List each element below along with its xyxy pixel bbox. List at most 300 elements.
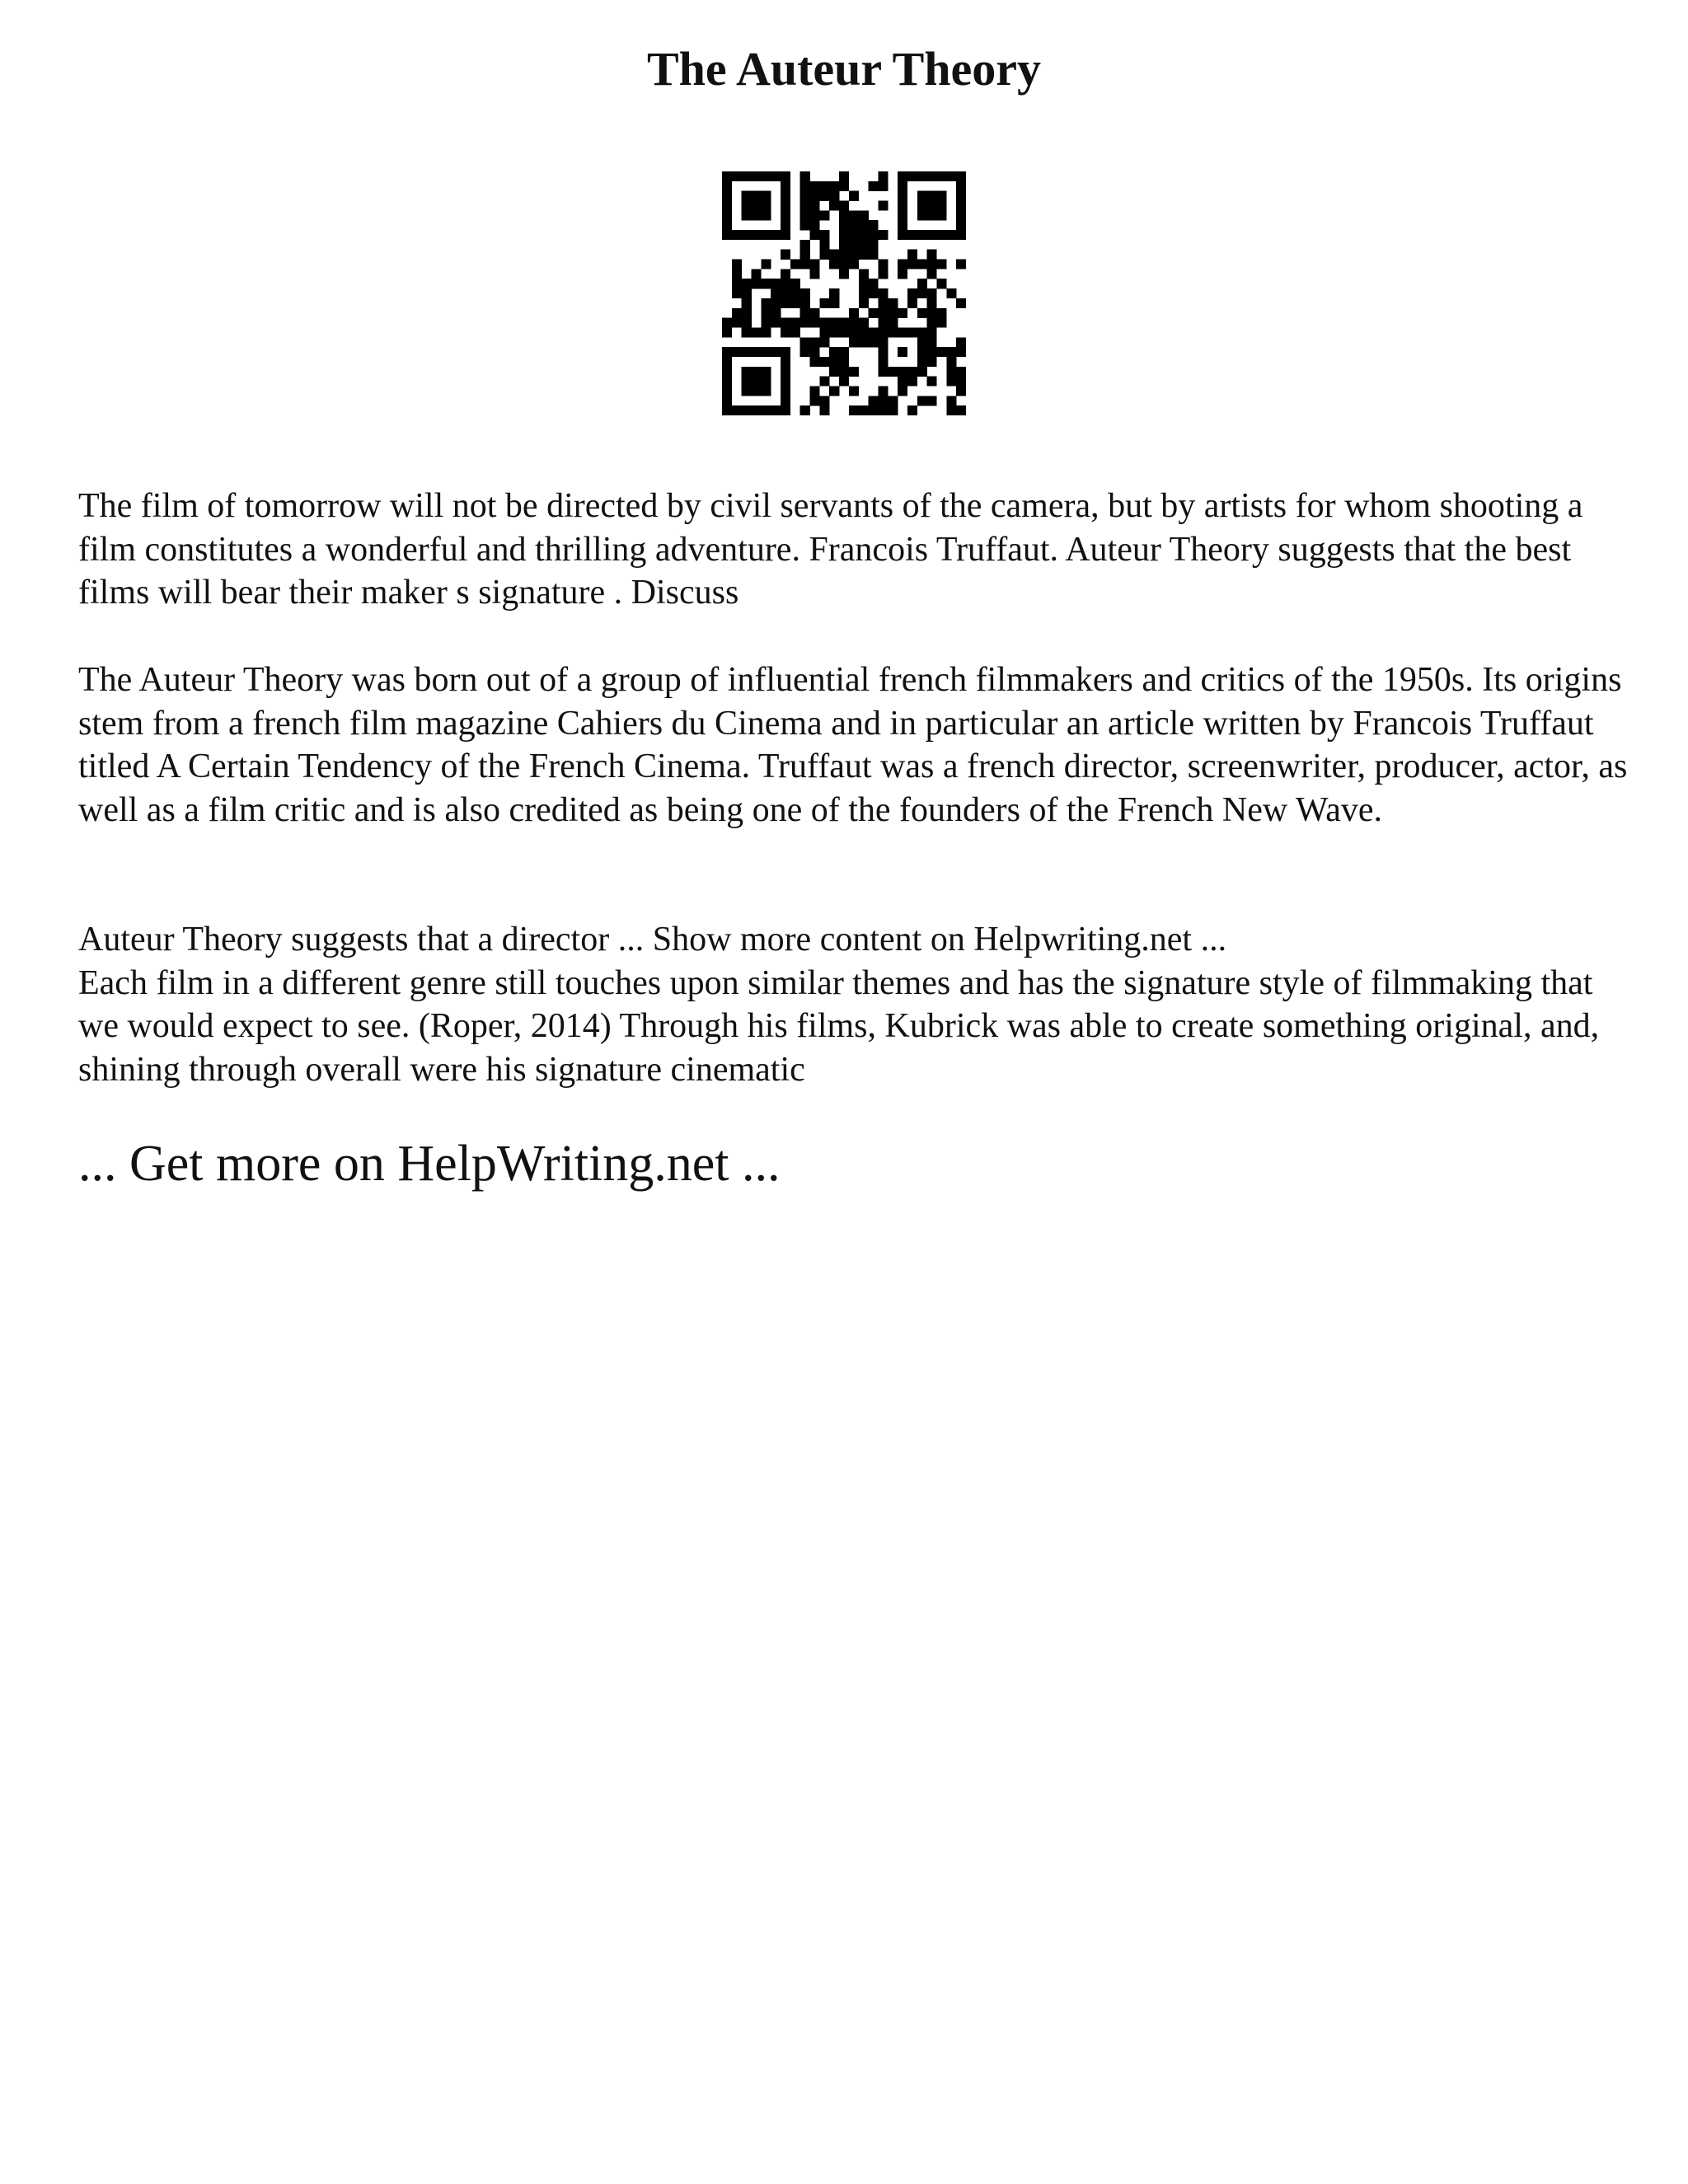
qr-module — [917, 396, 927, 405]
qr-module — [907, 377, 917, 387]
qr-module — [781, 405, 790, 415]
qr-module — [946, 396, 956, 405]
qr-module — [917, 347, 927, 357]
qr-code-graphic — [722, 171, 966, 415]
qr-module — [839, 269, 849, 279]
qr-module — [878, 181, 888, 191]
qr-module — [917, 201, 927, 211]
qr-module — [722, 191, 732, 201]
qr-module — [722, 327, 732, 337]
qr-module — [956, 405, 966, 415]
qr-module — [927, 171, 937, 181]
qr-module — [839, 230, 849, 240]
qr-module — [956, 181, 966, 191]
qr-module — [849, 191, 859, 201]
qr-module — [819, 210, 829, 220]
qr-module — [742, 210, 752, 220]
qr-module — [829, 201, 839, 211]
qr-module — [839, 240, 849, 250]
qr-module — [781, 171, 790, 181]
qr-module — [888, 327, 898, 337]
qr-module — [722, 220, 732, 230]
paragraph-kubrick: Each film in a different genre still touches upon similar themes and has the signature style of filmmaking that we would expect to see. (Roper, 2014) Through his films, Kubrick was able to create something original, and, shining through overall were his signature cinematic — [78, 963, 1600, 1089]
qr-module — [878, 396, 888, 405]
qr-module — [752, 201, 762, 211]
qr-module — [839, 201, 849, 211]
qr-module — [752, 269, 762, 279]
qr-module — [849, 337, 859, 347]
qr-module — [956, 201, 966, 211]
qr-module — [800, 181, 810, 191]
qr-module — [810, 347, 820, 357]
qr-module — [742, 279, 752, 288]
qr-module — [810, 337, 820, 347]
qr-module — [800, 220, 810, 230]
qr-module — [722, 347, 732, 357]
qr-module — [781, 347, 790, 357]
qr-module — [761, 298, 771, 308]
qr-module — [771, 318, 781, 328]
qr-module — [839, 367, 849, 377]
qr-module — [839, 260, 849, 269]
qr-module — [722, 171, 732, 181]
qr-module — [839, 250, 849, 260]
qr-module — [849, 327, 859, 337]
qr-module — [829, 318, 839, 328]
qr-module — [781, 220, 790, 230]
paragraph-origins: The Auteur Theory was born out of a group of influential french filmmakers and critics of the 1950s. Its origins stem from a french film magazine Cahiers du Cinema and in particular an article written by Francois Truffaut titled A Certain Tendency of the French Cinema. Truffaut was a french director, screenwriter, producer, actor, as well as a film critic and is also credited as being one of the founders of the French New Wave. — [78, 661, 1628, 829]
qr-module — [781, 327, 790, 337]
qr-module — [761, 327, 771, 337]
qr-module — [771, 171, 781, 181]
qr-module — [761, 210, 771, 220]
qr-module — [869, 327, 879, 337]
qr-module — [917, 191, 927, 201]
qr-module — [849, 230, 859, 240]
qr-module — [946, 171, 956, 181]
qr-module — [752, 405, 762, 415]
qr-module — [810, 181, 820, 191]
qr-module — [752, 171, 762, 181]
qr-module — [888, 396, 898, 405]
qr-module — [936, 279, 946, 288]
qr-module — [781, 367, 790, 377]
qr-module — [956, 386, 966, 396]
qr-module — [781, 230, 790, 240]
qr-module — [927, 210, 937, 220]
qr-module — [810, 318, 820, 328]
qr-module — [917, 171, 927, 181]
qr-module — [839, 347, 849, 357]
qr-module — [956, 367, 966, 377]
qr-module — [956, 171, 966, 181]
qr-module — [800, 250, 810, 260]
qr-module — [742, 367, 752, 377]
qr-module — [800, 308, 810, 318]
qr-module — [907, 250, 917, 260]
qr-module — [800, 260, 810, 269]
qr-module — [722, 318, 732, 328]
qr-module — [927, 357, 937, 367]
qr-module — [898, 171, 907, 181]
qr-module — [898, 210, 907, 220]
qr-module — [946, 405, 956, 415]
qr-module — [800, 298, 810, 308]
qr-module — [810, 191, 820, 201]
qr-module — [742, 230, 752, 240]
qr-module — [878, 357, 888, 367]
qr-module — [917, 367, 927, 377]
show-more-line: Auteur Theory suggests that a director ... Show more content on Helpwriting.net ... — [78, 921, 1227, 958]
qr-module — [859, 250, 869, 260]
qr-module — [849, 210, 859, 220]
qr-module — [829, 298, 839, 308]
qr-module — [927, 201, 937, 211]
qr-module — [878, 269, 888, 279]
qr-module — [898, 230, 907, 240]
qr-module — [810, 396, 820, 405]
qr-module — [732, 308, 742, 318]
qr-module — [781, 191, 790, 201]
qr-module — [742, 327, 752, 337]
qr-module — [888, 308, 898, 318]
qr-module — [878, 337, 888, 347]
qr-module — [742, 405, 752, 415]
qr-module — [956, 210, 966, 220]
qr-module — [888, 318, 898, 328]
qr-module — [829, 347, 839, 357]
qr-module — [946, 288, 956, 298]
qr-module — [790, 260, 800, 269]
qr-module — [869, 240, 879, 250]
qr-module — [927, 298, 937, 308]
qr-module — [800, 405, 810, 415]
qr-module — [732, 288, 742, 298]
qr-module — [839, 357, 849, 367]
qr-module — [839, 181, 849, 191]
qr-module — [878, 171, 888, 181]
qr-module — [907, 171, 917, 181]
qr-module — [761, 386, 771, 396]
qr-module — [810, 210, 820, 220]
qr-module — [917, 327, 927, 337]
qr-module — [752, 230, 762, 240]
qr-module — [956, 347, 966, 357]
qr-module — [810, 357, 820, 367]
qr-module — [946, 377, 956, 387]
qr-module — [790, 279, 800, 288]
qr-module — [771, 230, 781, 240]
qr-module — [859, 318, 869, 328]
qr-module — [819, 337, 829, 347]
qr-module — [869, 181, 879, 191]
qr-module — [859, 269, 869, 279]
qr-code-icon — [722, 171, 966, 415]
qr-module — [771, 405, 781, 415]
qr-module — [761, 171, 771, 181]
qr-module — [781, 357, 790, 367]
qr-module — [781, 386, 790, 396]
qr-module — [898, 260, 907, 269]
qr-module — [907, 288, 917, 298]
qr-module — [869, 250, 879, 260]
qr-module — [722, 396, 732, 405]
qr-module — [927, 327, 937, 337]
qr-module — [917, 210, 927, 220]
qr-module — [819, 191, 829, 201]
qr-module — [742, 386, 752, 396]
qr-module — [752, 386, 762, 396]
qr-module — [800, 201, 810, 211]
qr-module — [878, 298, 888, 308]
qr-module — [956, 191, 966, 201]
qr-module — [752, 191, 762, 201]
qr-module — [898, 308, 907, 318]
qr-module — [869, 337, 879, 347]
qr-module — [732, 230, 742, 240]
qr-module — [849, 405, 859, 415]
qr-module — [956, 230, 966, 240]
qr-module — [878, 347, 888, 357]
qr-module — [819, 230, 829, 240]
qr-module — [849, 220, 859, 230]
qr-module — [946, 357, 956, 367]
qr-module — [859, 230, 869, 240]
qr-module — [732, 318, 742, 328]
qr-module — [771, 288, 781, 298]
qr-module — [927, 269, 937, 279]
qr-module — [936, 347, 946, 357]
qr-module — [752, 327, 762, 337]
qr-module — [732, 171, 742, 181]
qr-module — [790, 327, 800, 337]
qr-module — [898, 191, 907, 201]
qr-module — [849, 240, 859, 250]
qr-module — [859, 288, 869, 298]
qr-module — [869, 220, 879, 230]
qr-module — [927, 288, 937, 298]
qr-module — [859, 327, 869, 337]
qr-module — [878, 367, 888, 377]
qr-module — [810, 220, 820, 230]
qr-module — [819, 357, 829, 367]
qr-module — [859, 240, 869, 250]
qr-module — [761, 318, 771, 328]
qr-module — [800, 288, 810, 298]
qr-module — [771, 308, 781, 318]
qr-module — [898, 220, 907, 230]
qr-module — [917, 337, 927, 347]
qr-module — [810, 230, 820, 240]
qr-module — [732, 279, 742, 288]
qr-module — [829, 357, 839, 367]
qr-module — [907, 230, 917, 240]
qr-module — [898, 269, 907, 279]
qr-module — [722, 201, 732, 211]
qr-module — [839, 210, 849, 220]
qr-module — [800, 347, 810, 357]
qr-module — [810, 201, 820, 211]
qr-module — [732, 347, 742, 357]
qr-module — [742, 377, 752, 387]
qr-module — [781, 318, 790, 328]
qr-module — [878, 386, 888, 396]
qr-module — [869, 405, 879, 415]
qr-module — [732, 260, 742, 269]
qr-module — [859, 220, 869, 230]
qr-module — [888, 298, 898, 308]
qr-module — [849, 260, 859, 269]
qr-module — [839, 327, 849, 337]
qr-module — [761, 308, 771, 318]
qr-module — [869, 288, 879, 298]
qr-module — [859, 298, 869, 308]
qr-module — [898, 327, 907, 337]
qr-module — [761, 230, 771, 240]
qr-module — [800, 337, 810, 347]
qr-module — [936, 210, 946, 220]
qr-module — [761, 279, 771, 288]
qr-module — [956, 298, 966, 308]
qr-module — [859, 405, 869, 415]
qr-module — [810, 386, 820, 396]
qr-module — [732, 269, 742, 279]
qr-module — [819, 318, 829, 328]
qr-module — [927, 347, 937, 357]
qr-module — [819, 298, 829, 308]
qr-module — [781, 288, 790, 298]
qr-module — [742, 308, 752, 318]
qr-module — [907, 260, 917, 269]
qr-module — [878, 308, 888, 318]
qr-module — [869, 396, 879, 405]
qr-module — [829, 191, 839, 201]
qr-module — [917, 288, 927, 298]
qr-module — [761, 405, 771, 415]
qr-module — [839, 171, 849, 181]
qr-module — [742, 191, 752, 201]
qr-module — [771, 279, 781, 288]
qr-module — [956, 220, 966, 230]
qr-module — [722, 357, 732, 367]
qr-module — [800, 191, 810, 201]
paragraph-group — [78, 918, 1628, 1091]
qr-module — [781, 201, 790, 211]
qr-module — [800, 171, 810, 181]
qr-module — [946, 230, 956, 240]
qr-module — [917, 260, 927, 269]
qr-module — [819, 250, 829, 260]
qr-module — [917, 230, 927, 240]
qr-module — [819, 181, 829, 191]
qr-module — [936, 201, 946, 211]
qr-module — [722, 405, 732, 415]
qr-module — [722, 181, 732, 191]
qr-module — [898, 201, 907, 211]
qr-module — [752, 279, 762, 288]
qr-module — [761, 260, 771, 269]
qr-module — [849, 367, 859, 377]
qr-module — [878, 327, 888, 337]
qr-module — [761, 367, 771, 377]
qr-module — [839, 220, 849, 230]
qr-module — [927, 308, 937, 318]
qr-module — [888, 405, 898, 415]
qr-module — [761, 191, 771, 201]
qr-module — [761, 347, 771, 357]
qr-module — [859, 337, 869, 347]
qr-module — [819, 377, 829, 387]
qr-module — [742, 288, 752, 298]
qr-module — [752, 377, 762, 387]
qr-module — [917, 279, 927, 288]
qr-module — [790, 318, 800, 328]
qr-module — [936, 318, 946, 328]
paragraph-prompt: The film of tomorrow will not be directed by civil servants of the camera, but by artists for whom shooting a film constitutes a wonderful and thrilling adventure. Francois Truffaut. Auteur Theory suggests that the best films will bear their maker s signature . Discuss — [78, 487, 1583, 612]
qr-module — [761, 377, 771, 387]
page-title: The Auteur Theory — [646, 42, 1042, 96]
qr-module — [742, 201, 752, 211]
qr-module — [917, 308, 927, 318]
qr-module — [956, 377, 966, 387]
qr-module — [927, 250, 937, 260]
qr-module — [878, 318, 888, 328]
qr-module — [936, 171, 946, 181]
qr-module — [829, 260, 839, 269]
qr-module — [771, 347, 781, 357]
qr-module — [829, 288, 839, 298]
qr-module — [722, 386, 732, 396]
qr-module — [742, 347, 752, 357]
qr-module — [781, 298, 790, 308]
get-more-link[interactable]: ... Get more on HelpWriting.net ... — [78, 1136, 781, 1192]
qr-module — [829, 327, 839, 337]
qr-module — [829, 250, 839, 260]
qr-module — [898, 386, 907, 396]
qr-module — [898, 367, 907, 377]
qr-module — [946, 367, 956, 377]
qr-module — [956, 337, 966, 347]
qr-module — [869, 230, 879, 240]
qr-module — [859, 210, 869, 220]
qr-module — [752, 347, 762, 357]
qr-module — [800, 318, 810, 328]
qr-module — [800, 240, 810, 250]
qr-module — [839, 377, 849, 387]
qr-module — [878, 201, 888, 211]
qr-module — [722, 230, 732, 240]
qr-module — [927, 337, 937, 347]
qr-module — [742, 298, 752, 308]
qr-module — [956, 260, 966, 269]
qr-module — [849, 250, 859, 260]
qr-module — [829, 367, 839, 377]
qr-module — [878, 230, 888, 240]
qr-module — [907, 405, 917, 415]
qr-module — [810, 269, 820, 279]
qr-module — [927, 230, 937, 240]
qr-module — [752, 367, 762, 377]
qr-module — [752, 210, 762, 220]
qr-module — [859, 279, 869, 288]
qr-module — [742, 171, 752, 181]
qr-module — [819, 327, 829, 337]
qr-module — [927, 260, 937, 269]
qr-module — [819, 405, 829, 415]
qr-module — [869, 279, 879, 288]
qr-module — [781, 377, 790, 387]
qr-module — [849, 308, 859, 318]
